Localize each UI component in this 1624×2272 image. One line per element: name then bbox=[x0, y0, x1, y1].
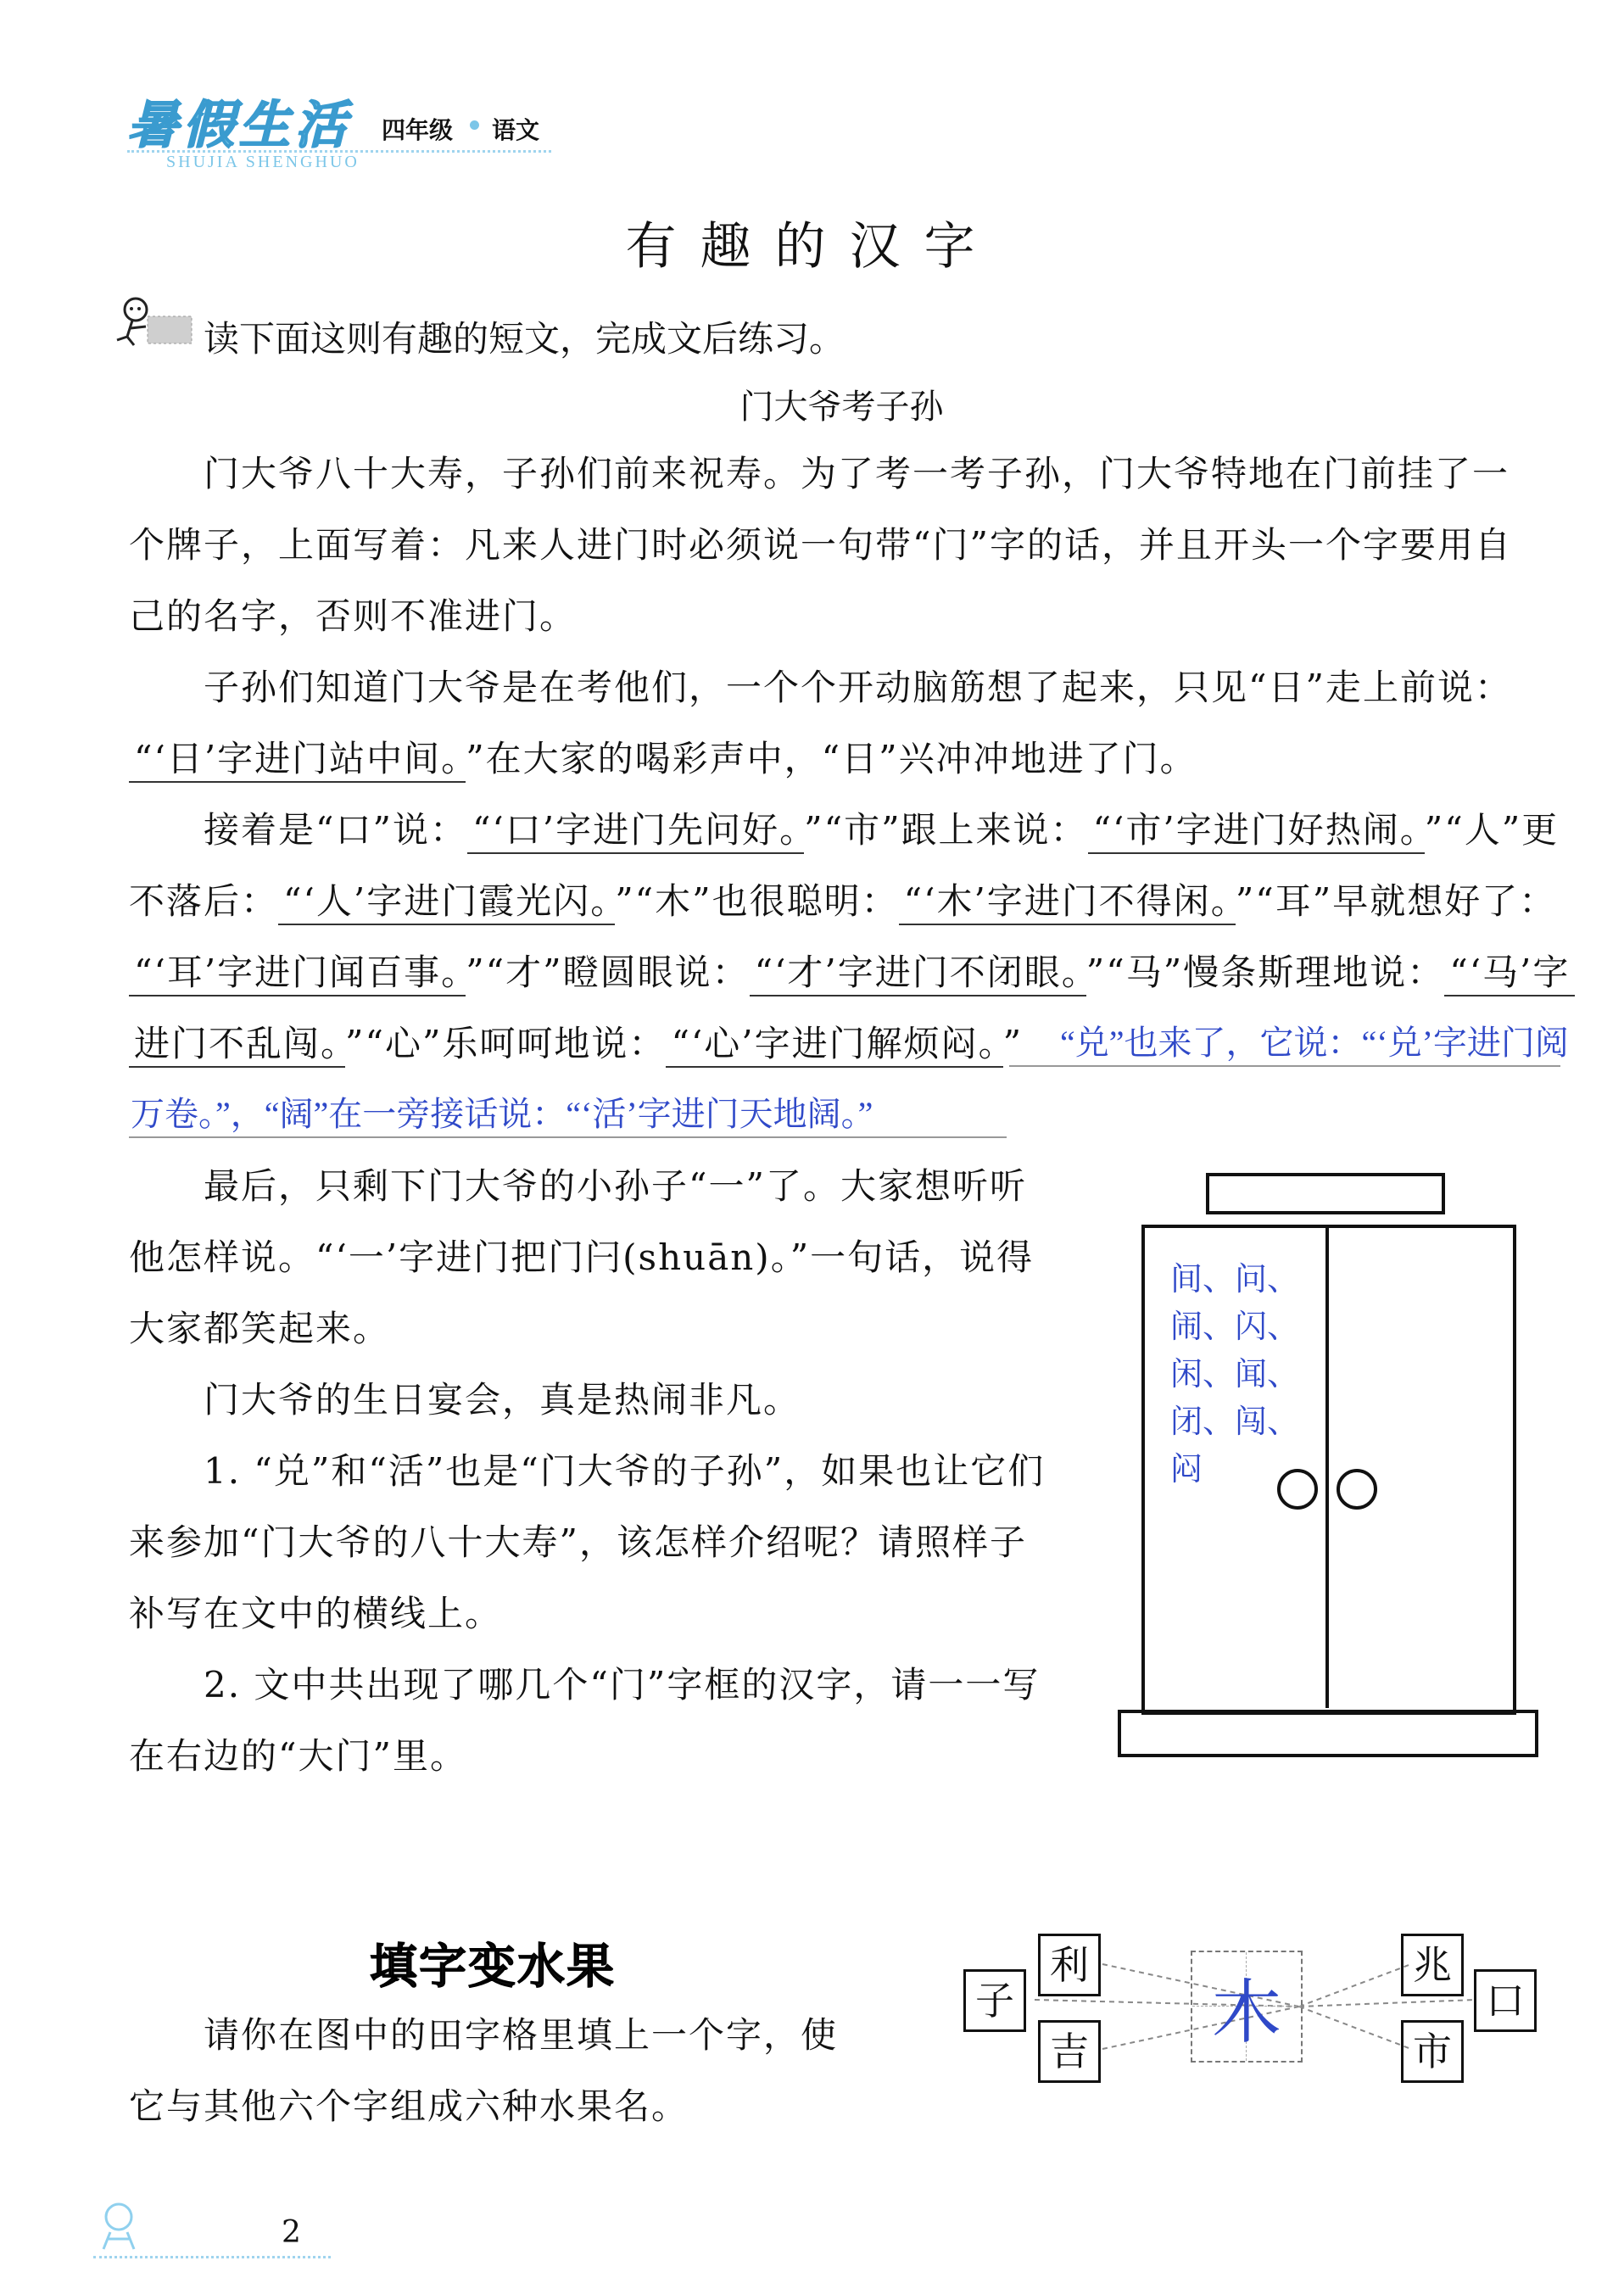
door-base bbox=[1118, 1710, 1538, 1757]
section-text: 它与其他六个字组成六种水果名。 bbox=[129, 2085, 689, 2127]
char-box: 兆 bbox=[1401, 1934, 1464, 1996]
tian-grid-box[interactable] bbox=[1191, 1951, 1303, 2063]
subject-label: 语文 bbox=[492, 116, 540, 144]
door-sign bbox=[1206, 1173, 1445, 1214]
story-line: 最后，只剩下门大爷的小孙子“一”了。大家想听听 bbox=[204, 1165, 1027, 1207]
char-box: 市 bbox=[1401, 2020, 1464, 2083]
handwritten-answer-line: “兑”也来了，它说：“‘兑’字进门阅 bbox=[1060, 1024, 1569, 1062]
story-line: 他怎样说。“‘一’字进门把门闩(shuān)。”一句话，说得 bbox=[129, 1236, 1035, 1278]
door-answer-line: 闷 bbox=[1170, 1450, 1203, 1488]
header-divider bbox=[127, 150, 551, 153]
footer-divider bbox=[93, 2256, 331, 2258]
kid-footer-icon bbox=[85, 2198, 153, 2258]
story-line: 个牌子，上面写着：凡来人进门时必须说一句带“门”字的话，并且开头一个字要用自 bbox=[129, 524, 1512, 566]
filled-answer: 木 bbox=[1211, 1973, 1281, 2053]
brand-logo: 暑假生活 bbox=[127, 96, 351, 155]
page-number: 2 bbox=[282, 2215, 301, 2250]
underlined-saying: 进门不乱闯。 bbox=[129, 1023, 345, 1068]
door-answers bbox=[1170, 1255, 1299, 1493]
question-2: 在右边的“大门”里。 bbox=[129, 1735, 467, 1777]
answer-blank-line bbox=[129, 1136, 1007, 1138]
section-title: 填字变水果 bbox=[370, 1940, 616, 1995]
story-line: 大家都笑起来。 bbox=[129, 1308, 391, 1349]
char-box: 利 bbox=[1038, 1934, 1101, 1996]
door-answer-line: 闲、闻、 bbox=[1170, 1355, 1300, 1393]
door-answer-line: 间、问、 bbox=[1170, 1260, 1300, 1298]
brand-pinyin: SHUJIA SHENGHUO bbox=[166, 153, 360, 171]
underlined-saying: “‘才’字进门不闭眼。 bbox=[750, 952, 1086, 996]
story-text: ”“马”慢条斯理地说： bbox=[1085, 952, 1445, 993]
question-1: 来参加“门大爷的八十大寿”，该怎样介绍呢？请照样子 bbox=[129, 1521, 1027, 1563]
story-text: ”“才”瞪圆眼说： bbox=[466, 952, 750, 993]
story-line bbox=[129, 874, 1556, 924]
story-text: ”“市”跟上来说： bbox=[804, 809, 1088, 851]
door-divider bbox=[1325, 1225, 1329, 1708]
story-line bbox=[129, 731, 1197, 782]
story-text: ”“人”更 bbox=[1424, 809, 1560, 851]
story-line bbox=[129, 1016, 1023, 1067]
story-title: 门大爷考子孙 bbox=[739, 388, 944, 427]
example-answer: “‘日’字进门站中间。 bbox=[129, 738, 466, 783]
underlined-saying: “‘耳’字进门闻百事。 bbox=[129, 952, 466, 996]
story-text: ”“心”乐呵呵地说： bbox=[345, 1023, 667, 1064]
underlined-saying: “‘木’字进门不得闲。 bbox=[899, 880, 1236, 925]
answer-blank-line bbox=[1009, 1065, 1560, 1067]
char-box: 子 bbox=[963, 1969, 1026, 2032]
story-text: ”“耳”早就想好了： bbox=[1235, 880, 1557, 922]
door-knob bbox=[1337, 1469, 1377, 1510]
char-box: 吉 bbox=[1038, 2020, 1101, 2083]
question-1: 1. “兑”和“活”也是“门大爷的子孙”，如果也让它们 bbox=[204, 1450, 1046, 1492]
door-answer-line: 闹、闪、 bbox=[1170, 1308, 1300, 1345]
section-text: 请你在图中的田字格里填上一个字，使 bbox=[204, 2014, 839, 2056]
door-answer-line: 闭、闯、 bbox=[1170, 1403, 1300, 1440]
underlined-saying: “‘口’字进门先问好。 bbox=[467, 809, 804, 854]
char-box: 口 bbox=[1474, 1969, 1537, 2032]
handwritten-answer-line: 万卷。”，“阔”在一旁接话说：“‘活’字进门天地阔。” bbox=[131, 1095, 873, 1133]
question-1: 补写在文中的横线上。 bbox=[129, 1593, 503, 1634]
story-line bbox=[204, 802, 1559, 853]
underlined-saying: “‘心’字进门解烦闷。 bbox=[666, 1023, 1002, 1068]
story-line: 门大爷八十大寿，子孙们前来祝寿。为了考一考子孙，门大爷特地在门前挂了一 bbox=[204, 453, 1510, 494]
question-2: 2. 文中共出现了哪几个“门”字框的汉字，请一一写 bbox=[204, 1664, 1041, 1705]
underlined-saying: “‘市’字进门好热闹。 bbox=[1088, 809, 1425, 854]
page-title: 有趣的汉字 bbox=[625, 217, 999, 276]
story-text: 接着是“口”说： bbox=[204, 809, 467, 851]
story-line: 己的名字，否则不准进门。 bbox=[129, 595, 578, 637]
story-text: ”“木”也很聪明： bbox=[615, 880, 899, 922]
story-line: 子孙们知道门大爷是在考他们，一个个开动脑筋想了起来，只见“日”走上前说： bbox=[204, 667, 1512, 708]
instruction: 读下面这则有趣的短文，完成文后练习。 bbox=[204, 318, 845, 360]
story-line bbox=[129, 945, 1575, 996]
story-text: ”在大家的喝彩声中，“日”兴冲冲地进了门。 bbox=[466, 738, 1197, 779]
reading-child-icon bbox=[110, 293, 195, 352]
grade-label: 四年级 bbox=[382, 116, 454, 144]
story-line: 门大爷的生日宴会，真是热闹非凡。 bbox=[204, 1379, 801, 1421]
story-text: ” bbox=[1002, 1023, 1024, 1064]
story-text: 不落后： bbox=[129, 880, 279, 922]
underlined-saying: “‘马’字 bbox=[1444, 952, 1575, 996]
underlined-saying: “‘人’字进门霞光闪。 bbox=[278, 880, 615, 925]
separator-dot bbox=[470, 120, 479, 130]
